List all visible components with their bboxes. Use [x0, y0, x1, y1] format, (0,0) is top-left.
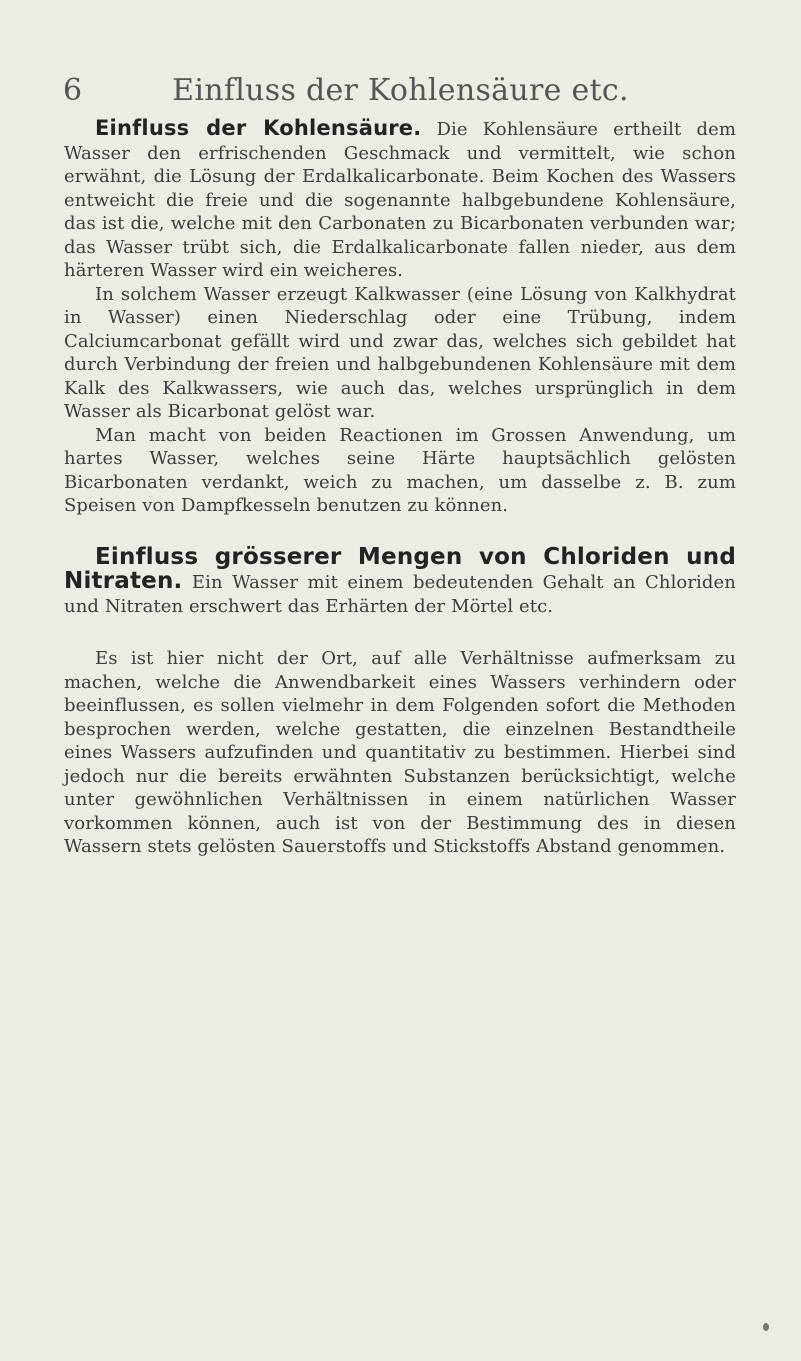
paragraph-text: Die Kohlensäure ertheilt dem Wasser den erfrischenden Geschmack und vermittelt, wie schon erwähnt, die Lösung der Erdalkalicarbonate. Beim Kochen des Wassers entweicht die freie und die sogenannte halbgebundene Kohlensäure, das ist die, welche mit den Carbonaten zu Bicarbonaten verbunden war; das Wasser trübt sich, die Erdalkalicarbonate fallen nieder, aus dem härteren Wasser wird ein weicheres. [64, 119, 736, 281]
paragraph-3: Man macht von beiden Reactionen im Grossen Anwendung, um hartes Wasser, welches seine Härte hauptsächlich gelösten Bicarbonaten verdankt, weich zu machen, um dasselbe z. B. zum Speisen von Dampfkesseln benutzen zu können. [64, 424, 736, 516]
paragraph-1 [64, 117, 736, 283]
section-heading-chloride: Einfluss grösserer Mengen von Chloriden und Nitraten. [64, 543, 736, 594]
section-general [64, 647, 736, 859]
paragraph-2: In solchem Wasser erzeugt Kalkwasser (eine Lösung von Kalkhydrat in Wasser) einen Niederschlag oder eine Trübung, indem Calciumcarbonat gefällt wird und zwar das, welches sich gebildet hat durch Verbindung der freien und halbgebundenen Kohlensäure mit dem Kalk des Kalkwassers, wie auch das, welches ursprünglich in dem Wasser als Bicarbonat gelöst war. [64, 283, 736, 422]
page-number: 6 [63, 73, 83, 108]
paragraph-5: Es ist hier nicht der Ort, auf alle Verhältnisse aufmerksam zu machen, welche die Anwendbarkeit eines Wassers verhindern oder beeinflussen, es sollen vielmehr in dem Folgenden sofort die Methoden besprochen werden, welche gestatten, die einzelnen Bestandtheile eines Wassers aufzufinden und quantitativ zu bestimmen. Hierbei sind jedoch nur die bereits erwähnten Substanzen berücksichtigt, welche unter gewöhnlichen Verhältnissen in einem natürlichen Wasser vorkommen können, auch ist von der Bestimmung des in diesen Wassern stets gelösten Sauerstoffs und Stickstoffs Abstand genommen. [64, 648, 736, 857]
ink-speck [763, 1323, 769, 1331]
running-title: Einfluss der Kohlensäure etc. [172, 73, 629, 108]
running-header [63, 73, 738, 120]
section-heading-kohlensaeure: Einfluss der Kohlensäure. [95, 116, 422, 140]
paragraph-4 [64, 543, 736, 619]
section-chloride-nitrate [64, 543, 736, 619]
paragraph-text: Ein Wasser mit einem bedeutenden Gehalt an Chloriden und Nitraten erschwert das Erhärten der Mörtel etc. [64, 572, 736, 617]
section-kohlensaeure [64, 117, 736, 518]
page-body [64, 117, 736, 859]
